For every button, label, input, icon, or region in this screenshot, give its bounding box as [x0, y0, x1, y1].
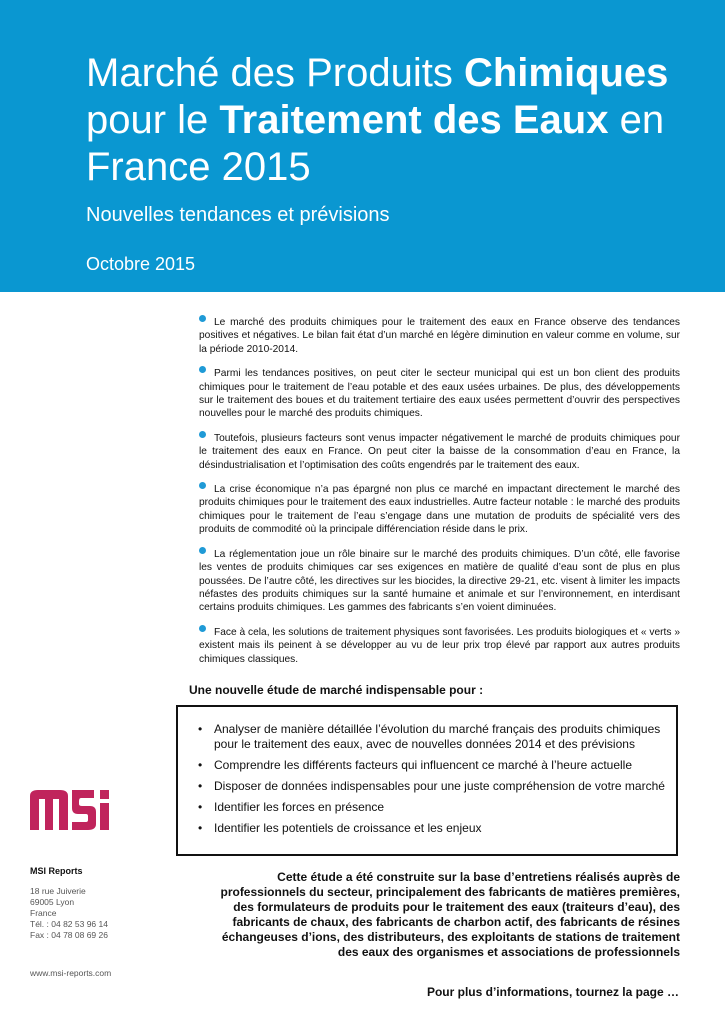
paragraph-text: La réglementation joue un rôle binaire sur le marché des produits chimiques. D’un côté, elle favorise les ventes de produits chimiques car ses exigences en matière de qualité d’eau sont de plus en plus poussées. De l’autre côté, les directives sur les biocides, la directive 29-21, etc. visent à limiter les impacts néfastes des produits chimiques sur la santé humaine et animale et sur l’environnement, en interdisant certains produits chimiques. Les gammes des fabricants s’en voient diminuées.	[199, 548, 680, 614]
document-subtitle: Nouvelles tendances et prévisions	[86, 204, 390, 226]
list-item: • Comprendre les différents facteurs qui influencent ce marché à l’heure actuelle	[214, 758, 676, 773]
bullet-dot-icon	[199, 366, 206, 373]
list-item: • Analyser de manière détaillée l’évolution du marché français des produits chimiques pour le traitement des eaux, avec de nouvelles données 2014 et des prévisions	[214, 722, 676, 751]
phone: Tél. : 04 82 53 96 14	[30, 919, 108, 929]
paragraph	[199, 548, 680, 615]
paragraph	[199, 483, 680, 537]
title-part: en	[608, 98, 665, 142]
address-line: 18 rue Juiverie	[30, 886, 86, 896]
company-address	[30, 886, 108, 941]
address-line: France	[30, 908, 57, 918]
more-info-note: Pour plus d’informations, tournez la page …	[426, 985, 679, 999]
paragraph-text: Toutefois, plusieurs facteurs sont venus impacter négativement le marché de produits chimiques pour le traitement des eaux en France. On peut citer la baisse de la consommation d’eau en France, la désindustrialisation et l’optimisation des coûts engendrés par le traitement des eaux.	[199, 432, 680, 471]
paragraph-text: La crise économique n’a pas épargné non plus ce marché en impactant directement le marché des produits chimiques pour le traitement des eaux industrielles. Autre facteur notable : le marché des produits chimiques pour le traitement de l’eau s’engage dans une mutation de produits de spécialité vers des produits de commodité où la principale différenciation réside dans le prix.	[199, 484, 680, 536]
paragraph	[199, 316, 680, 356]
address-line: 69005 Lyon	[30, 897, 75, 907]
paragraph-text: Parmi les tendances positives, on peut citer le secteur municipal qui est un bon client des produits chimiques pour le traitement de l’eau potable et des eaux usées urbaines. De plus, des développements sur le traitement des boues et du traitement tertiaire des eaux usées permettent d’ouvrir des perspectives nouvelles pour le marché des produits chimiques.	[199, 368, 680, 420]
bullet-dot-icon	[199, 431, 206, 438]
msi-logo	[30, 790, 116, 835]
title-bold-part: Traitement des Eaux	[219, 98, 609, 142]
list-item: • Disposer de données indispensables pour une juste compréhension de votre marché	[214, 779, 676, 794]
bullet-dot-icon	[199, 482, 206, 489]
website-link[interactable]: www.msi-reports.com	[30, 968, 112, 978]
bullet-dot-icon	[199, 315, 206, 322]
company-name: MSI Reports	[30, 866, 83, 876]
objectives-list	[178, 707, 676, 835]
title-part: pour le	[86, 98, 220, 142]
document-title	[86, 50, 706, 191]
paragraph	[199, 626, 680, 666]
paragraph-text: Le marché des produits chimiques pour le traitement des eaux en France observe des tendances positives et négatives. Le bilan fait état d’un marché en légère diminution en valeur comme en volume, sur la période 2010-2014.	[199, 317, 680, 355]
study-objectives-box	[176, 705, 678, 856]
paragraph	[199, 367, 680, 421]
list-item: • Identifier les potentiels de croissance et les enjeux	[214, 821, 676, 836]
title-part: Marché des Produits	[86, 51, 464, 95]
title-bold-part: Chimiques	[463, 51, 669, 95]
paragraph	[199, 432, 680, 472]
title-part: France 2015	[86, 145, 311, 189]
paragraph-text: Face à cela, les solutions de traitement physiques sont favorisées. Les produits biologiques et « verts » existent mais ils peinent à se développer au vu de leur prix trop élevé par rapport aux autres produits chimiques classiques.	[199, 626, 680, 665]
bullet-dot-icon	[199, 625, 206, 632]
study-summary: Cette étude a été construite sur la base d’entretiens réalisés auprès de professionnels du secteur, principalement des fabricants de matières premières, des formulateurs de produits pour le traitement des eaux (traiteurs d’eau), des fabricants de chaux, des fabricants de charbon actif, des fabricants de résines échangeuses d’ions, des distributeurs, des exploitants de stations de traitement des eaux des organismes et associations de professionnels	[220, 870, 680, 959]
bullet-dot-icon	[199, 547, 206, 554]
study-heading: Une nouvelle étude de marché indispensable pour :	[189, 683, 484, 697]
header-banner	[0, 0, 725, 292]
intro-paragraphs	[199, 316, 680, 677]
document-date: Octobre 2015	[86, 254, 196, 274]
msi-logo-icon	[30, 790, 116, 830]
fax: Fax : 04 78 08 69 26	[30, 930, 108, 940]
list-item: • Identifier les forces en présence	[214, 800, 676, 815]
